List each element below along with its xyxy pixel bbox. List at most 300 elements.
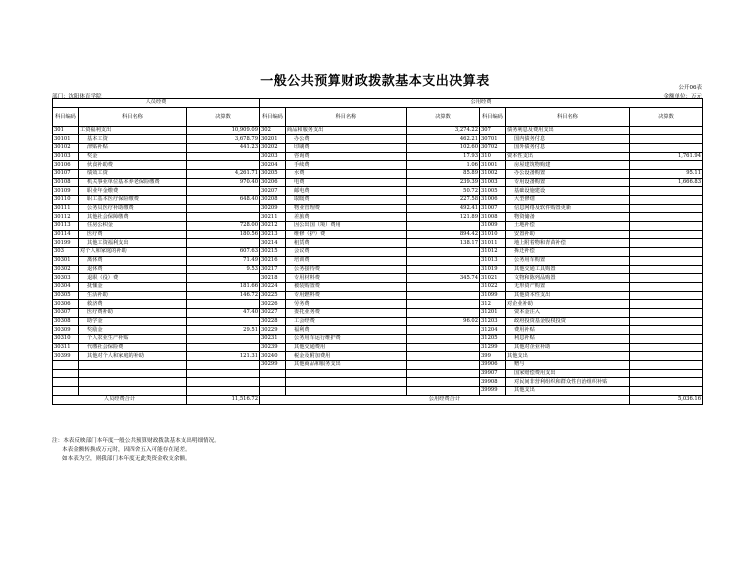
amount-cell: 180.56 <box>187 230 260 239</box>
code-cell: 30301 <box>53 256 79 265</box>
name-cell: 税金及附加费用 <box>286 352 407 361</box>
code-cell: 30112 <box>53 213 79 222</box>
code-cell: 30108 <box>53 178 79 187</box>
amount-cell: 10,909.09 <box>187 126 260 135</box>
amount-cell <box>407 343 480 352</box>
amount-cell <box>630 352 703 361</box>
name-cell <box>79 387 187 396</box>
code-cell: 30306 <box>53 300 79 309</box>
name-cell: 绩效工资 <box>79 169 187 178</box>
code-cell: 31099 <box>480 291 506 300</box>
amount-cell: 29.51 <box>187 326 260 335</box>
amount-cell <box>630 143 703 152</box>
code-cell: 303 <box>53 248 79 257</box>
code-cell: 30206 <box>260 178 286 187</box>
amount-cell: 138.17 <box>407 239 480 248</box>
amount-cell: 894.42 <box>407 230 480 239</box>
name-cell: 租赁费 <box>286 239 407 248</box>
amount-cell <box>187 213 260 222</box>
name-cell: 奖励金 <box>79 326 187 335</box>
code-cell: 30228 <box>260 317 286 326</box>
amount-cell <box>630 161 703 170</box>
amount-cell: 492.41 <box>407 204 480 213</box>
code-cell: 31011 <box>480 239 506 248</box>
amount-cell: 96.02 <box>407 317 480 326</box>
name-cell: 资本性支出 <box>506 152 630 161</box>
amount-cell: 47.40 <box>187 308 260 317</box>
personnel-total-value: 11,516.72 <box>187 395 260 404</box>
name-cell: 房屋建筑物购建 <box>506 161 630 170</box>
amount-cell <box>630 343 703 352</box>
code-cell: 30103 <box>53 152 79 161</box>
code-cell: 39908 <box>480 378 506 387</box>
name-cell: 利息补贴 <box>506 335 630 344</box>
code-cell: 30226 <box>260 300 286 309</box>
form-number: 公开06表 <box>678 85 702 91</box>
name-cell: 电费 <box>286 178 407 187</box>
name-cell: 福利费 <box>286 326 407 335</box>
name-cell: 国内债务付息 <box>506 135 630 144</box>
code-cell: 30702 <box>480 143 506 152</box>
amount-cell <box>187 204 260 213</box>
amount-cell <box>187 343 260 352</box>
code-cell: 30225 <box>260 291 286 300</box>
code-cell: 30305 <box>53 291 79 300</box>
code-cell: 31012 <box>480 248 506 257</box>
name-cell: 安置补助 <box>506 230 630 239</box>
amount-cell: 227.58 <box>407 196 480 205</box>
name-cell: 专用设备购置 <box>506 178 630 187</box>
code-cell: 30231 <box>260 335 286 344</box>
code-cell: 30106 <box>53 161 79 170</box>
table-row <box>53 274 703 283</box>
amount-cell <box>630 369 703 378</box>
code-cell: 30111 <box>53 204 79 213</box>
amount-cell: 121.31 <box>187 352 260 361</box>
amount-cell: 146.72 <box>187 291 260 300</box>
code-cell: 30101 <box>53 135 79 144</box>
table-row <box>53 282 703 291</box>
code-cell: 31204 <box>480 326 506 335</box>
name-header: 科目名称 <box>506 107 630 126</box>
name-cell: 其他支出 <box>506 387 630 396</box>
table-row <box>53 317 703 326</box>
code-cell: 30216 <box>260 256 286 265</box>
code-cell <box>53 369 79 378</box>
amount-cell: 607.63 <box>187 248 260 257</box>
name-cell: 赠与 <box>506 361 630 370</box>
code-cell <box>260 387 286 396</box>
code-cell: 31013 <box>480 256 506 265</box>
amount-cell <box>187 387 260 396</box>
amount-cell: 441.23 <box>187 143 260 152</box>
amount-cell <box>187 369 260 378</box>
name-cell: 救济费 <box>79 300 187 309</box>
code-cell: 30213 <box>260 230 286 239</box>
name-cell: 其他支出 <box>506 352 630 361</box>
code-cell: 39906 <box>480 361 506 370</box>
code-cell: 310 <box>480 152 506 161</box>
code-cell: 30107 <box>53 169 79 178</box>
amount-cell: 1,666.83 <box>630 178 703 187</box>
code-cell: 30114 <box>53 230 79 239</box>
table-row <box>53 152 703 161</box>
name-cell: 医疗费补助 <box>79 308 187 317</box>
name-cell: 公务接待费 <box>286 265 407 274</box>
name-cell <box>286 387 407 396</box>
personnel-total-label: 人员经费合计 <box>53 395 187 404</box>
code-cell: 399 <box>480 352 506 361</box>
amount-cell <box>630 135 703 144</box>
notes <box>52 437 220 464</box>
code-cell: 30224 <box>260 282 286 291</box>
code-cell: 30214 <box>260 239 286 248</box>
amount-cell <box>407 308 480 317</box>
name-header: 科目名称 <box>79 107 187 126</box>
name-cell: 基本工资 <box>79 135 187 144</box>
table-row <box>53 196 703 205</box>
name-cell: 其他对企业补助 <box>506 343 630 352</box>
code-cell: 31007 <box>480 204 506 213</box>
table-row <box>53 352 703 361</box>
amount-cell <box>630 361 703 370</box>
amount-cell: 648.40 <box>187 196 260 205</box>
code-cell: 31205 <box>480 335 506 344</box>
amount-cell: 95.11 <box>630 169 703 178</box>
amount-cell: 1.06 <box>407 161 480 170</box>
amount-cell <box>407 361 480 370</box>
amount-cell <box>630 239 703 248</box>
note-line: 如本表为空，则我部门本年度无此类资金收支余额。 <box>62 456 191 462</box>
table-row <box>53 361 703 370</box>
code-cell: 31022 <box>480 282 506 291</box>
name-cell: 住房公积金 <box>79 222 187 231</box>
table-row <box>53 213 703 222</box>
code-cell: 31003 <box>480 178 506 187</box>
name-cell: 物资储备 <box>506 213 630 222</box>
name-cell: 代缴社会保险费 <box>79 343 187 352</box>
table-row <box>53 308 703 317</box>
amount-cell <box>630 326 703 335</box>
name-cell: 其他工资福利支出 <box>79 239 187 248</box>
code-cell: 31001 <box>480 161 506 170</box>
amount-cell: 345.74 <box>407 274 480 283</box>
name-cell: 机关事业单位基本养老保险缴费 <box>79 178 187 187</box>
name-cell: 生活补助 <box>79 291 187 300</box>
name-cell: 被装购置费 <box>286 282 407 291</box>
code-cell: 31019 <box>480 265 506 274</box>
amount-cell <box>630 204 703 213</box>
amount-cell <box>407 335 480 344</box>
code-cell: 30701 <box>480 135 506 144</box>
code-cell: 30215 <box>260 248 286 257</box>
note-line: 本表金额转换成万元时，因四舍五入可能存在尾差。 <box>62 447 191 453</box>
code-cell: 30239 <box>260 343 286 352</box>
name-cell: 地上附着物和青苗补偿 <box>506 239 630 248</box>
code-cell: 30307 <box>53 308 79 317</box>
name-cell: 专用燃料费 <box>286 291 407 300</box>
amount-cell <box>187 152 260 161</box>
unit-label: 金额单位：万元 <box>663 94 702 100</box>
name-cell: 咨询费 <box>286 152 407 161</box>
code-cell: 31006 <box>480 196 506 205</box>
name-cell: 对民间非营利组织和群众性自治组织补贴 <box>506 378 630 387</box>
amount-cell <box>630 222 703 231</box>
amount-cell <box>630 230 703 239</box>
table-row <box>53 369 703 378</box>
amount-cell: 3,678.79 <box>187 135 260 144</box>
code-cell: 307 <box>480 126 506 135</box>
amount-cell: 1,761.94 <box>630 152 703 161</box>
name-cell: 职业年金缴费 <box>79 187 187 196</box>
code-cell <box>260 378 286 387</box>
name-cell <box>79 378 187 387</box>
code-cell: 302 <box>260 126 286 135</box>
name-cell <box>286 369 407 378</box>
code-cell: 31010 <box>480 230 506 239</box>
amount-header: 决算数 <box>630 107 703 126</box>
amount-cell <box>407 326 480 335</box>
name-cell: 离休费 <box>79 256 187 265</box>
amount-cell <box>630 248 703 257</box>
code-cell: 30199 <box>53 239 79 248</box>
name-cell: 津贴补贴 <box>79 143 187 152</box>
name-cell: 其他资本性支出 <box>506 291 630 300</box>
name-cell: 其他交通工具购置 <box>506 265 630 274</box>
amount-cell <box>187 239 260 248</box>
code-cell: 39999 <box>480 387 506 396</box>
name-cell: 助学金 <box>79 317 187 326</box>
amount-cell <box>407 387 480 396</box>
amount-cell: 17.93 <box>407 152 480 161</box>
table-row <box>53 135 703 144</box>
amount-cell <box>630 256 703 265</box>
name-cell: 手续费 <box>286 161 407 170</box>
table-row <box>53 256 703 265</box>
name-cell: 因公出国（境）费用 <box>286 222 407 231</box>
amount-cell <box>407 369 480 378</box>
name-cell: 公务员医疗补助缴费 <box>79 204 187 213</box>
amount-cell <box>630 274 703 283</box>
amount-cell <box>407 222 480 231</box>
code-cell: 31009 <box>480 222 506 231</box>
name-cell: 委托业务费 <box>286 308 407 317</box>
amount-cell <box>630 187 703 196</box>
table-row <box>53 126 703 135</box>
amount-header: 决算数 <box>407 107 480 126</box>
public-header: 公用经费 <box>260 99 703 108</box>
code-cell: 30102 <box>53 143 79 152</box>
table-row <box>53 300 703 309</box>
name-cell: 医疗费 <box>79 230 187 239</box>
table-row <box>53 169 703 178</box>
name-cell: 差旅费 <box>286 213 407 222</box>
code-cell: 301 <box>53 126 79 135</box>
name-cell: 其他社会保障缴费 <box>79 213 187 222</box>
code-cell: 31021 <box>480 274 506 283</box>
code-header: 科目编码 <box>260 107 286 126</box>
code-cell: 30207 <box>260 187 286 196</box>
amount-cell: 121.89 <box>407 213 480 222</box>
table-row <box>53 161 703 170</box>
name-cell: 其他商品和服务支出 <box>286 361 407 370</box>
code-cell <box>53 361 79 370</box>
code-cell: 30110 <box>53 196 79 205</box>
note-line: 注：本表反映部门本年度一般公共预算财政拨款基本支出明细情况。 <box>52 438 220 444</box>
name-cell: 会议费 <box>286 248 407 257</box>
code-cell: 30212 <box>260 222 286 231</box>
code-cell: 30299 <box>260 361 286 370</box>
name-cell: 办公费 <box>286 135 407 144</box>
name-cell: 劳务费 <box>286 300 407 309</box>
name-cell: 维修（护）费 <box>286 230 407 239</box>
code-cell: 31005 <box>480 187 506 196</box>
table-row <box>53 343 703 352</box>
code-header: 科目编码 <box>53 107 79 126</box>
code-cell: 30113 <box>53 222 79 231</box>
code-cell: 30204 <box>260 161 286 170</box>
code-cell: 31008 <box>480 213 506 222</box>
name-cell: 公务用车购置 <box>506 256 630 265</box>
amount-cell <box>187 335 260 344</box>
amount-cell: 4,261.71 <box>187 169 260 178</box>
amount-cell <box>630 291 703 300</box>
amount-cell <box>187 300 260 309</box>
table-row <box>53 326 703 335</box>
name-cell: 退休费 <box>79 265 187 274</box>
code-cell <box>260 369 286 378</box>
name-cell: 物业管理费 <box>286 204 407 213</box>
code-cell: 312 <box>480 300 506 309</box>
code-cell <box>53 378 79 387</box>
name-cell: 奖金 <box>79 152 187 161</box>
amount-cell <box>630 282 703 291</box>
code-cell: 30311 <box>53 343 79 352</box>
name-cell <box>286 378 407 387</box>
amount-cell <box>630 387 703 396</box>
public-total-label: 公用经费合计 <box>260 395 630 404</box>
table-row <box>53 230 703 239</box>
code-cell: 30201 <box>260 135 286 144</box>
code-header: 科目编码 <box>480 107 506 126</box>
code-cell: 30302 <box>53 265 79 274</box>
department-label: 部门：沈阳体育学院 <box>52 94 102 100</box>
amount-cell <box>187 361 260 370</box>
name-cell: 工资福利支出 <box>79 126 187 135</box>
table-row <box>53 143 703 152</box>
name-cell <box>79 361 187 370</box>
name-cell <box>79 369 187 378</box>
amount-cell: 9.53 <box>187 265 260 274</box>
amount-cell <box>630 265 703 274</box>
name-cell: 债务利息及费用支出 <box>506 126 630 135</box>
name-cell: 资本金注入 <box>506 308 630 317</box>
code-cell <box>53 387 79 396</box>
name-cell: 工会经费 <box>286 317 407 326</box>
name-cell: 费用补贴 <box>506 326 630 335</box>
code-cell: 30203 <box>260 152 286 161</box>
name-cell: 公务用车运行维护费 <box>286 335 407 344</box>
name-cell: 水费 <box>286 169 407 178</box>
name-cell: 专用材料费 <box>286 274 407 283</box>
amount-cell <box>630 126 703 135</box>
code-cell: 30109 <box>53 187 79 196</box>
name-cell: 政府投资基金股权投资 <box>506 317 630 326</box>
code-cell: 30227 <box>260 308 286 317</box>
amount-cell: 462.21 <box>407 135 480 144</box>
name-cell: 培训费 <box>286 256 407 265</box>
name-cell: 土地补偿 <box>506 222 630 231</box>
amount-cell <box>187 161 260 170</box>
name-cell: 邮电费 <box>286 187 407 196</box>
amount-cell <box>407 300 480 309</box>
table-row <box>53 239 703 248</box>
name-cell: 职工基本医疗保险缴费 <box>79 196 187 205</box>
table-row <box>53 335 703 344</box>
code-cell: 31203 <box>480 317 506 326</box>
name-cell: 信息网络及软件购置更新 <box>506 204 630 213</box>
code-cell: 30310 <box>53 335 79 344</box>
amount-cell <box>630 213 703 222</box>
name-cell: 印刷费 <box>286 143 407 152</box>
amount-cell <box>407 291 480 300</box>
name-cell: 对企业补助 <box>506 300 630 309</box>
code-cell: 30229 <box>260 326 286 335</box>
amount-header: 决算数 <box>187 107 260 126</box>
table-row <box>53 248 703 257</box>
amount-cell: 239.39 <box>407 178 480 187</box>
code-cell: 31299 <box>480 343 506 352</box>
code-cell: 30308 <box>53 317 79 326</box>
name-cell: 伙食补助费 <box>79 161 187 170</box>
name-cell: 拆迁补偿 <box>506 248 630 257</box>
table-row <box>53 222 703 231</box>
amount-cell <box>630 378 703 387</box>
amount-cell <box>407 265 480 274</box>
name-cell: 基础设施建设 <box>506 187 630 196</box>
code-cell: 30202 <box>260 143 286 152</box>
code-cell: 30303 <box>53 274 79 283</box>
table-row <box>53 265 703 274</box>
code-cell: 30304 <box>53 282 79 291</box>
amount-cell: 71.49 <box>187 256 260 265</box>
name-cell: 其他对个人和家庭的补助 <box>79 352 187 361</box>
code-cell: 30205 <box>260 169 286 178</box>
table-row <box>53 204 703 213</box>
name-header: 科目名称 <box>286 107 407 126</box>
table-row <box>53 187 703 196</box>
page-title: 一般公共预算财政拨款基本支出决算表 <box>260 74 490 89</box>
table-row <box>53 387 703 396</box>
amount-cell: 3,274.22 <box>407 126 480 135</box>
code-cell: 30399 <box>53 352 79 361</box>
amount-cell <box>187 274 260 283</box>
table-row <box>53 178 703 187</box>
name-cell: 国家赔偿费用支出 <box>506 369 630 378</box>
name-cell: 退职（役）费 <box>79 274 187 283</box>
amount-cell <box>630 317 703 326</box>
code-cell: 30240 <box>260 352 286 361</box>
public-total-value: 5,036.16 <box>630 395 703 404</box>
name-cell: 抚恤金 <box>79 282 187 291</box>
amount-cell <box>407 378 480 387</box>
amount-cell: 181.66 <box>187 282 260 291</box>
amount-cell: 970.40 <box>187 178 260 187</box>
name-cell: 文物和陈列品购置 <box>506 274 630 283</box>
amount-cell: 50.72 <box>407 187 480 196</box>
amount-cell: 102.60 <box>407 143 480 152</box>
code-cell: 30217 <box>260 265 286 274</box>
